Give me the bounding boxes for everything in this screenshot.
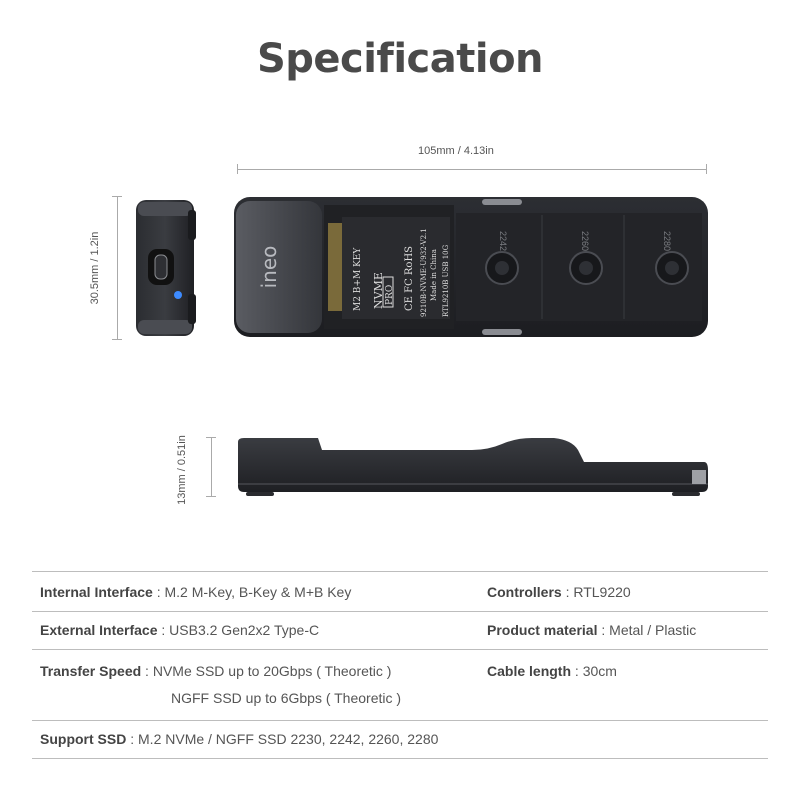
spec-value: Metal / Plastic: [609, 622, 697, 638]
spec-value: M.2 M-Key, B-Key & M+B Key: [164, 584, 352, 600]
spec-separator: :: [126, 731, 139, 747]
table-divider: [32, 758, 768, 759]
width-tick-bottom: [112, 339, 122, 340]
svg-text:Made in China: Made in China: [430, 249, 438, 301]
spec-separator: :: [152, 584, 165, 600]
led-indicator-icon: [174, 291, 182, 299]
height-dimension-label: 13mm / 0.51in: [176, 435, 188, 505]
enclosure-top-view: [232, 193, 712, 343]
usb-c-port-icon: [148, 249, 174, 285]
spec-internal-interface: [40, 584, 351, 600]
table-divider: [32, 720, 768, 721]
spec-label: Product material: [487, 622, 598, 638]
spec-separator: :: [561, 584, 574, 600]
enclosure-side-view: [232, 434, 712, 500]
length-tick-right: [706, 164, 707, 174]
spec-controllers: [487, 584, 631, 600]
slot-label-2260: 2260: [580, 231, 590, 252]
spec-separator: :: [597, 622, 610, 638]
spec-value: 30cm: [582, 663, 617, 679]
spec-external-interface: [40, 622, 319, 638]
spec-transfer-speed-ngff: NGFF SSD up to 6Gbps ( Theoretic ): [171, 690, 402, 706]
width-dimension-line: [117, 196, 118, 340]
width-dimension-label: 30.5mm / 1.2in: [89, 231, 101, 305]
slot-label-2280: 2280: [662, 231, 672, 252]
spec-separator: :: [157, 622, 170, 638]
slot-label-2242: 2242: [498, 231, 508, 252]
spec-cable-length: [487, 663, 617, 679]
spec-value: NVMe SSD up to 20Gbps ( Theoretic ): [152, 663, 392, 679]
spec-separator: :: [141, 663, 153, 679]
spec-label: Internal Interface: [40, 584, 153, 600]
length-tick-left: [237, 164, 238, 174]
height-dimension-line: [211, 437, 212, 497]
spec-label: Controllers: [487, 584, 562, 600]
spec-label: Transfer Speed: [40, 663, 142, 679]
enclosure-end-view: [128, 194, 204, 342]
svg-text:9210B-NVME-U932-V2.1: 9210B-NVME-U932-V2.1: [420, 228, 428, 317]
length-dimension-label: 105mm / 4.13in: [418, 145, 494, 157]
height-tick-top: [206, 437, 216, 438]
spec-label: Cable length: [487, 663, 572, 679]
svg-text:RTL9210B USB 10G: RTL9210B USB 10G: [442, 244, 450, 317]
spec-transfer-speed: [40, 663, 391, 679]
spec-value: RTL9220: [573, 584, 631, 600]
spec-separator: :: [571, 663, 583, 679]
length-dimension-line: [237, 169, 707, 170]
spec-label: Support SSD: [40, 731, 127, 747]
height-tick-bottom: [206, 496, 216, 497]
spec-value: M.2 NVMe / NGFF SSD 2230, 2242, 2260, 2280: [138, 731, 439, 747]
table-divider: [32, 611, 768, 612]
table-divider: [32, 571, 768, 572]
svg-text:M2 B+M KEY: M2 B+M KEY: [353, 247, 363, 311]
spec-support-ssd: [40, 731, 438, 747]
spec-label: External Interface: [40, 622, 158, 638]
width-tick-top: [112, 196, 122, 197]
page-title: Specification: [256, 36, 544, 82]
spec-value: USB3.2 Gen2x2 Type-C: [169, 622, 320, 638]
svg-text:NVME: NVME: [372, 272, 385, 309]
spec-product-material: [487, 622, 696, 638]
table-divider: [32, 649, 768, 650]
svg-text:CE FC RoHS: CE FC RoHS: [404, 245, 415, 311]
brand-logo: ineo: [257, 245, 281, 289]
svg-text:PRO: PRO: [385, 284, 395, 305]
